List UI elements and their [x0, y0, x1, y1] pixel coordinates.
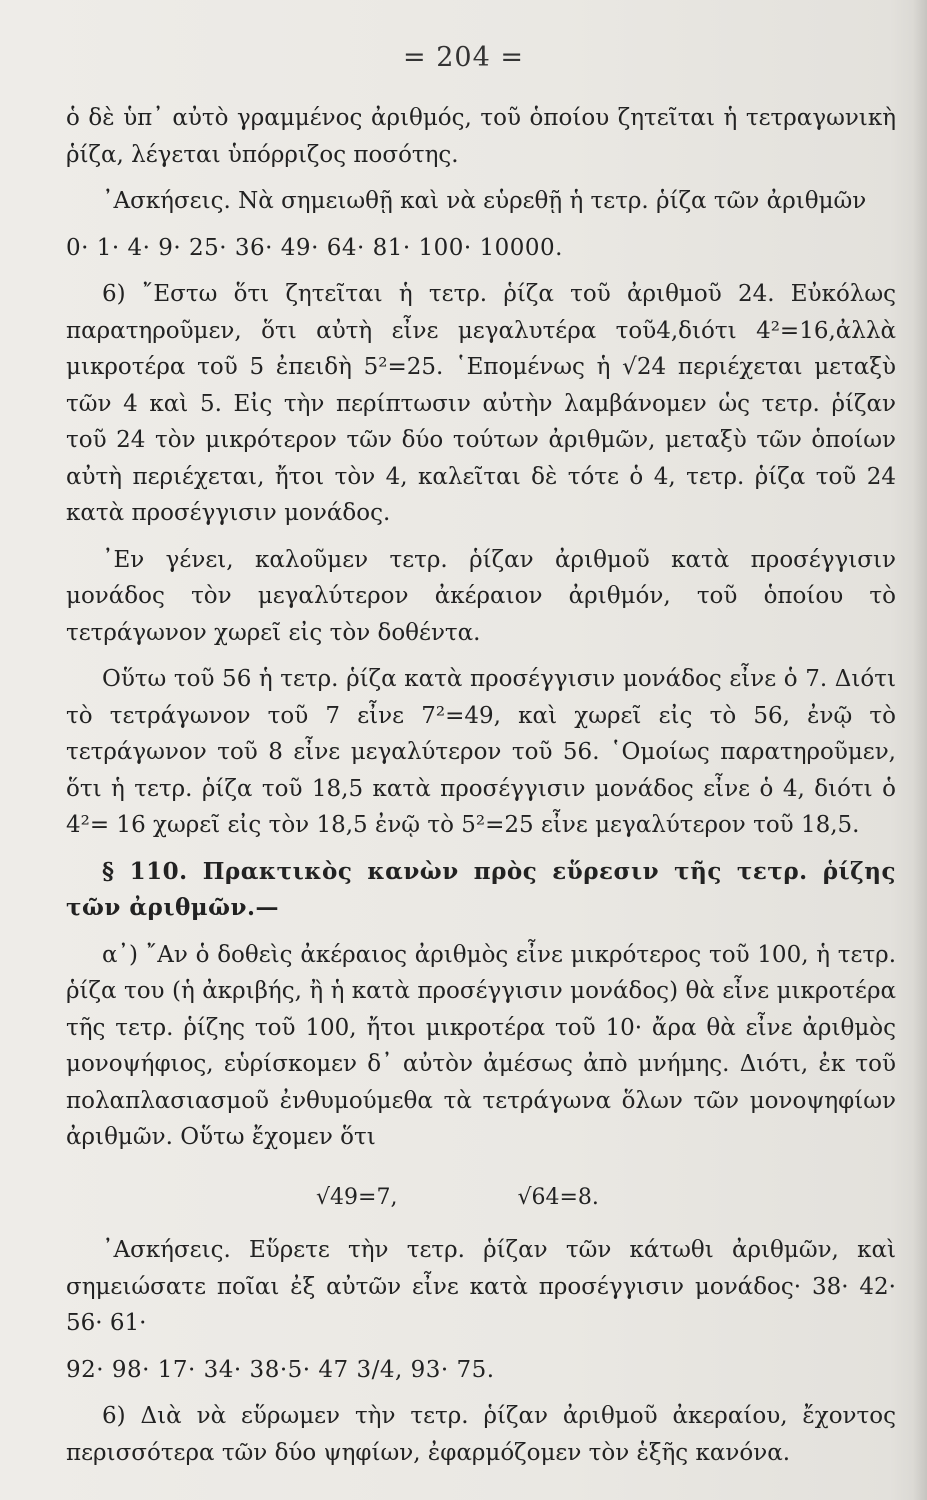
page-edge-shadow [913, 0, 927, 1500]
paragraph-example-56: Οὕτω τοῦ 56 ἡ τετρ. ῥίζα κατὰ προσέγγισιν μονάδος εἶνε ὁ 7. Διότι τὸ τετράγωνον τοῦ 7 εἶνε 7²=49, καὶ χωρεῖ εἰς τὸ 56, ἐνῷ τὸ τετράγωνον τοῦ 8 εἶνε μεγαλύτερον τοῦ 56. ῾Ομοίως παρατηροῦμεν, ὅτι ἡ τετρ. ῥίζα τοῦ 18,5 κατὰ προσέγγισιν μονάδος εἶνε ὁ 4, διότι ὁ 4²= 16 χωρεῖ εἰς τὸν 18,5 ἐνῷ τὸ 5²=25 εἶνε μεγαλύτερον τοῦ 18,5. [66, 666, 896, 838]
paragraph-number-list-1: 0· 1· 4· 9· 25· 36· 49· 64· 81· 100· 10000. [66, 234, 563, 261]
paragraph-definition: ᾽Εν γένει, καλοῦμεν τετρ. ῥίζαν ἀριθμοῦ κατὰ προσέγγισιν μονάδος τὸν μεγαλύτερον ἀκέραιον ἀριθμόν, τοῦ ὁποίου τὸ τετράγωνον χωρεῖ εἰς τὸν δοθέντα. [66, 546, 896, 646]
formula-row [66, 1180, 896, 1217]
paragraph-exercises-2: ᾽Ασκήσεις. Εὕρετε τὴν τετρ. ῥίζαν τῶν κάτωθι ἀριθμῶν, καὶ σημειώσατε ποῖαι ἐξ αὐτῶν εἶνε κατὰ προσέγγισιν μονάδος· 38· 42· 56· 61· [66, 1237, 896, 1336]
text-block [66, 100, 896, 1471]
paragraph-intro: ὁ δὲ ὑπ᾽ αὐτὸ γραμμένος ἀριθμός, τοῦ ὁποίου ζητεῖται ἡ τετραγωνικὴ ῥίζα, λέγεται ὑπόρριζος ποσότης. [66, 105, 896, 168]
formula-sqrt-49: √49=7, [316, 1184, 398, 1210]
formula-sqrt-64: √64=8. [517, 1184, 599, 1210]
paragraph-rule-a: α᾽) ῎Αν ὁ δοθεὶς ἀκέραιος ἀριθμὸς εἶνε μικρότερος τοῦ 100, ἡ τετρ. ῥίζα του (ἡ ἀκριβής, ἢ ἡ κατὰ προσέγγισιν μονάδος) θὰ εἶνε μικροτέρα τῆς τετρ. ῥίζης τοῦ 100, ἤτοι μικροτέρα τοῦ 10· ἄρα θὰ εἶνε ἀριθμὸς μονοψήφιος, εὑρίσκομεν δ᾽ αὐτὸν ἀμέσως ἀπὸ μνήμης. Διότι, ἐκ τοῦ πολαπλασιασμοῦ ἐνθυμούμεθα τὰ τετράγωνα ὅλων τῶν μονοψηφίων ἀριθμῶν. Οὕτω ἔχομεν ὅτι [66, 941, 896, 1150]
paragraph-example-24: 6) ῎Εστω ὅτι ζητεῖται ἡ τετρ. ῥίζα τοῦ ἀριθμοῦ 24. Εὐκόλως παρατηροῦμεν, ὅτι αὐτὴ εἶνε μεγαλυτέρα τοῦ4,διότι 4²=16,ἀλλὰ μικροτέρα τοῦ 5 ἐπειδὴ 5²=25. ῾Επομένως ἡ √24 περιέχεται μεταξὺ τῶν 4 καὶ 5. Εἰς τὴν περίπτωσιν αὐτὴν λαμβάνομεν ὡς τετρ. ῥίζαν τοῦ 24 τὸν μικρότερον τῶν δύο τούτων ἀριθμῶν, μεταξὺ τῶν ὁποίων αὐτὴ περιέχεται, ἤτοι τὸν 4, καλεῖται δὲ τότε ὁ 4, τετρ. ῥίζα τοῦ 24 κατὰ προσέγγισιν μονάδος. [66, 281, 896, 526]
page-number: = 204 = [403, 42, 524, 73]
paragraph-number-list-2: 92· 98· 17· 34· 38·5· 47 3/4, 93· 75. [66, 1356, 495, 1383]
section-heading-110: § 110. Πρακτικὸς κανὼν πρὸς εὕρεσιν τῆς τετρ. ῥίζης τῶν ἀριθμῶν.— [66, 857, 896, 921]
paragraph-rule-b: 6) Διὰ νὰ εὕρωμεν τὴν τετρ. ῥίζαν ἀριθμοῦ ἀκεραίου, ἔχοντος περισσότερα τῶν δύο ψηφίων, ἐφαρμόζομεν τὸν ἑξῆς κανόνα. [66, 1403, 896, 1466]
paragraph-exercises-1: ᾽Ασκήσεις. Νὰ σημειωθῇ καὶ νὰ εὑρεθῇ ἡ τετρ. ῥίζα τῶν ἀριθμῶν [102, 188, 867, 214]
